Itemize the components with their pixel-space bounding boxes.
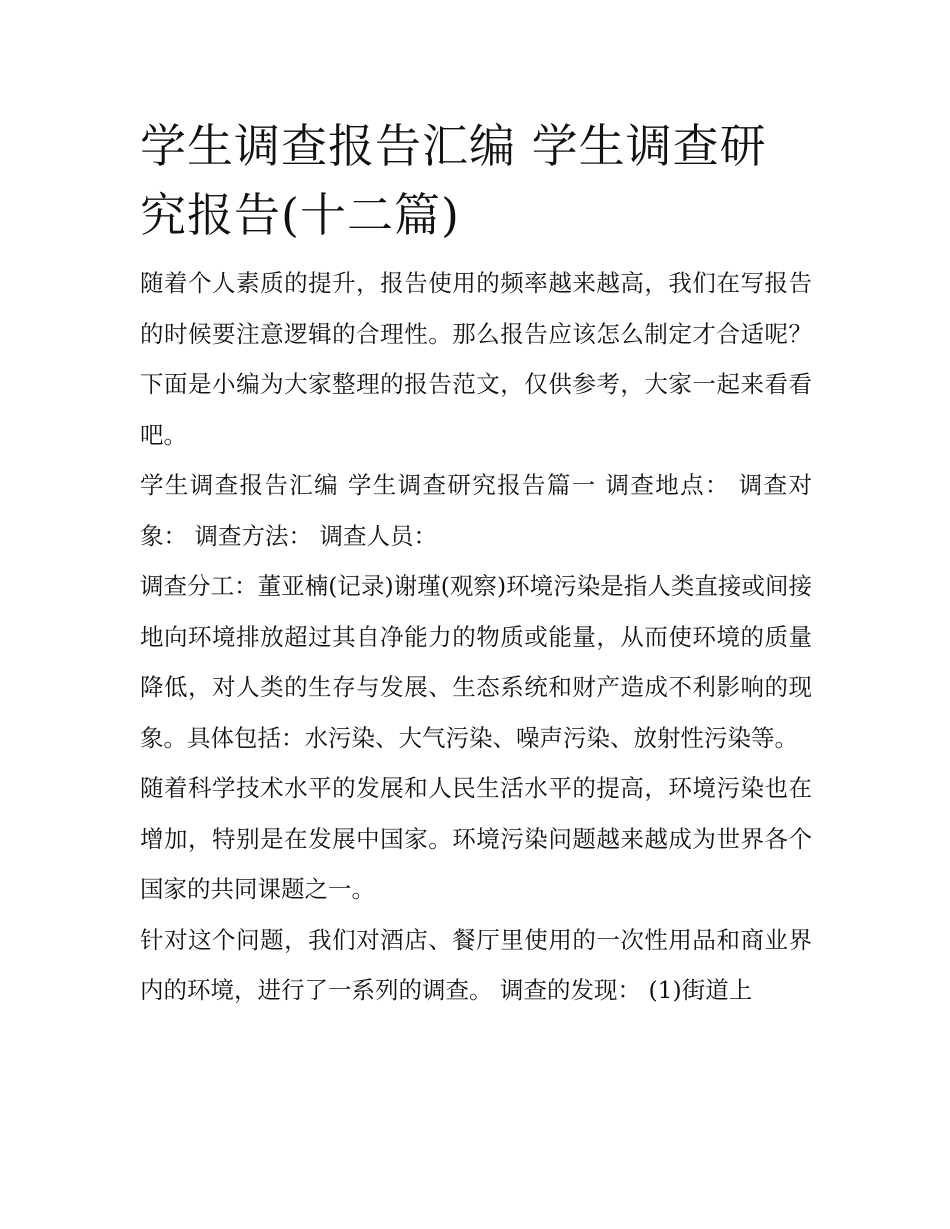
survey-findings-paragraph: 针对这个问题，我们对酒店、餐厅里使用的一次性用品和商业界内的环境，进行了一系列的调查。 调查的发现： (1)街道上 xyxy=(140,925,812,1004)
division-of-work-paragraph: 调查分工：董亚楠(记录)谢瑾(观察)环境污染是指人类直接或间接地向环境排放超过其自净能力的物质或能量，从而使环境的质量降低，对人类的生存与发展、生态系统和财产造成不利影响的现象。具体包括：水污染、大气污染、噪声污染、放射性污染等。 xyxy=(140,572,812,752)
document-title: 学生调查报告汇编 学生调查研究报告(十二篇) xyxy=(140,119,767,242)
title-spacer xyxy=(140,250,812,258)
intro-paragraph: 随着个人素质的提升，报告使用的频率越来越高，我们在写报告的时候要注意逻辑的合理性。那么报告应该怎么制定才合适呢？下面是小编为大家整理的报告范文，仅供参考，大家一起来看看吧。 xyxy=(140,269,812,449)
document-page xyxy=(140,112,812,1016)
pollution-increase-paragraph: 随着科学技术水平的发展和人民生活水平的提高，环境污染也在增加，特别是在发展中国家。环境污染问题越来越成为世界各个国家的共同课题之一。 xyxy=(140,774,812,903)
survey-info-paragraph: 学生调查报告汇编 学生调查研究报告篇一 调查地点： 调查对象： 调查方法： 调查人员： xyxy=(140,471,812,550)
